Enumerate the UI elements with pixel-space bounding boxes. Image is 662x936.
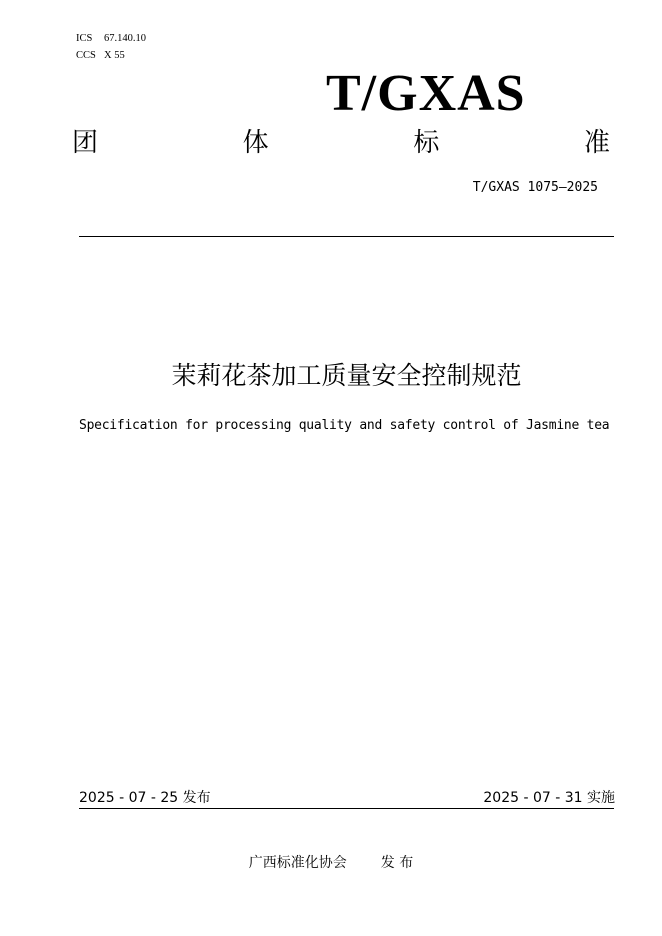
standard-type-char: 准 xyxy=(583,128,610,158)
publisher-line xyxy=(0,854,662,872)
document-title-chinese: 茉莉花茶加工质量安全控制规范 xyxy=(171,361,522,390)
standard-type-char: 标 xyxy=(413,128,440,158)
standard-number: T/GXAS 1075—2025 xyxy=(472,180,598,195)
document-title-english: Specification for processing quality and safety control of Jasmine tea xyxy=(79,418,610,433)
ccs-code: X 55 xyxy=(104,50,125,61)
issue-date: 2025 - 07 - 25 发布 xyxy=(79,790,211,806)
standard-type xyxy=(72,126,610,160)
footer-divider xyxy=(79,808,614,809)
effective-date: 2025 - 07 - 31 实施 xyxy=(483,790,615,806)
header-divider xyxy=(79,236,614,237)
ics-code: 67.140.10 xyxy=(104,33,146,44)
ics-code-line xyxy=(76,32,146,45)
standard-type-char: 体 xyxy=(242,128,269,158)
publisher-action: 发 布 xyxy=(380,855,414,871)
publisher-name: 广西标准化协会 xyxy=(248,855,347,871)
standard-type-char: 团 xyxy=(72,128,99,158)
ccs-label: CCS xyxy=(76,50,96,61)
ics-label: ICS xyxy=(76,33,93,44)
standard-logo: T/GXAS xyxy=(326,65,526,122)
ccs-code-line xyxy=(76,49,125,62)
